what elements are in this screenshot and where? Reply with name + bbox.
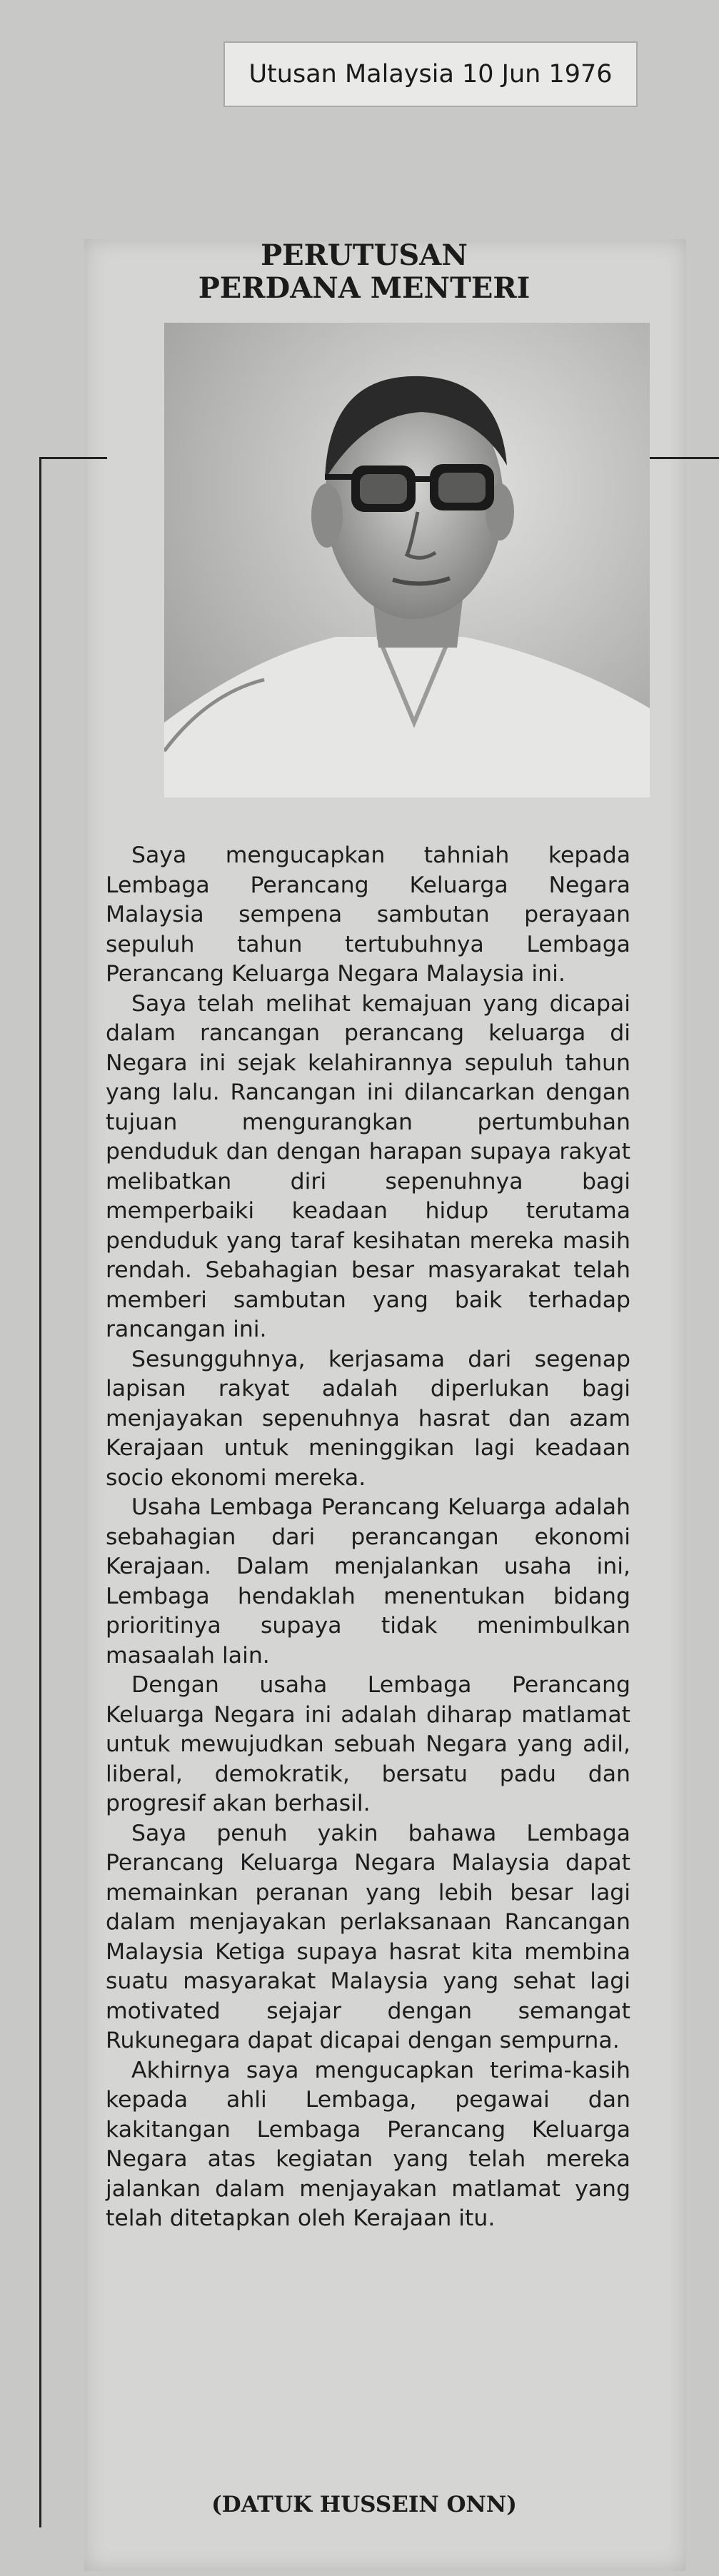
paragraph: Sesungguhnya, kerjasama dari segenap lapisan rakyat adalah diperlukan bagi menjayakan sepenuhnya hasrat dan azam Kerajaan untuk meninggikan lagi keadaan socio ekonomi mereka.	[106, 1346, 630, 1491]
portrait-photo	[164, 323, 650, 798]
headline-line-1: PERUTUSAN	[261, 238, 468, 272]
paragraph: Saya telah melihat kemajuan yang dicapai dalam rancangan perancang keluarga di Negara ini sejak kelahirannya sepuluh tahun yang lalu. Rancangan ini dilancarkan dengan tujuan mengurangkan pertumbuhan penduduk dan dengan harapan supaya rakyat melibatkan diri sepenuhnya bagi memperbaiki keadaan hidup terutama penduduk yang taraf kesihatan mereka masih rendah. Sebahagian besar masyarakat telah memberi sambutan yang baik terhadap rancangan ini.	[106, 990, 630, 1342]
paragraph: Saya penuh yakin bahawa Lembaga Perancang Keluarga Negara Malaysia dapat memainkan peranan yang lebih besar lagi dalam menjayakan perlaksanaan Rancangan Malaysia Ketiga supaya hasrat kita membina suatu masyarakat Malaysia yang sehat lagi motivated sejajar dengan semangat Rukunegara dapat dicapai dengan sempurna.	[106, 1820, 630, 2053]
portrait-icon	[164, 323, 650, 798]
paragraph: Dengan usaha Lembaga Perancang Keluarga Negara ini adalah diharap matlamat untuk mewujudkan sebuah Negara yang adil, liberal, demokratik, bersatu padu dan progresif akan berhasil.	[106, 1672, 630, 1816]
paragraph: Akhirnya saya mengucapkan terima-kasih kepada ahli Lembaga, pegawai dan kakitangan Lembaga Perancang Keluarga Negara atas kegiatan yang telah mereka jalankan dalam menjayakan matlamat yang telah ditetapkan oleh Kerajaan itu.	[106, 2057, 630, 2231]
headline-line-2: PERDANA MENTERI	[198, 271, 531, 305]
source-label: Utusan Malaysia 10 Jun 1976	[223, 41, 638, 107]
headline	[129, 239, 600, 305]
column-rule-top-left	[39, 457, 107, 459]
paragraph: Saya mengucapkan tahniah kepada Lembaga Perancang Keluarga Negara Malaysia sempena sambutan perayaan sepuluh tahun tertubuhnya Lembaga Perancang Keluarga Negara Malaysia ini.	[106, 842, 630, 987]
signature: (DATUK HUSSEIN ONN)	[211, 2492, 517, 2517]
paragraph: Usaha Lembaga Perancang Keluarga adalah sebahagian dari perancangan ekonomi Kerajaan. Dalam menjalankan usaha ini, Lembaga hendaklah menentukan bidang prioritinya supaya tidak menimbulkan masaalah lain.	[106, 1494, 630, 1669]
column-rule-left	[39, 457, 41, 2527]
article-body	[106, 841, 630, 2234]
